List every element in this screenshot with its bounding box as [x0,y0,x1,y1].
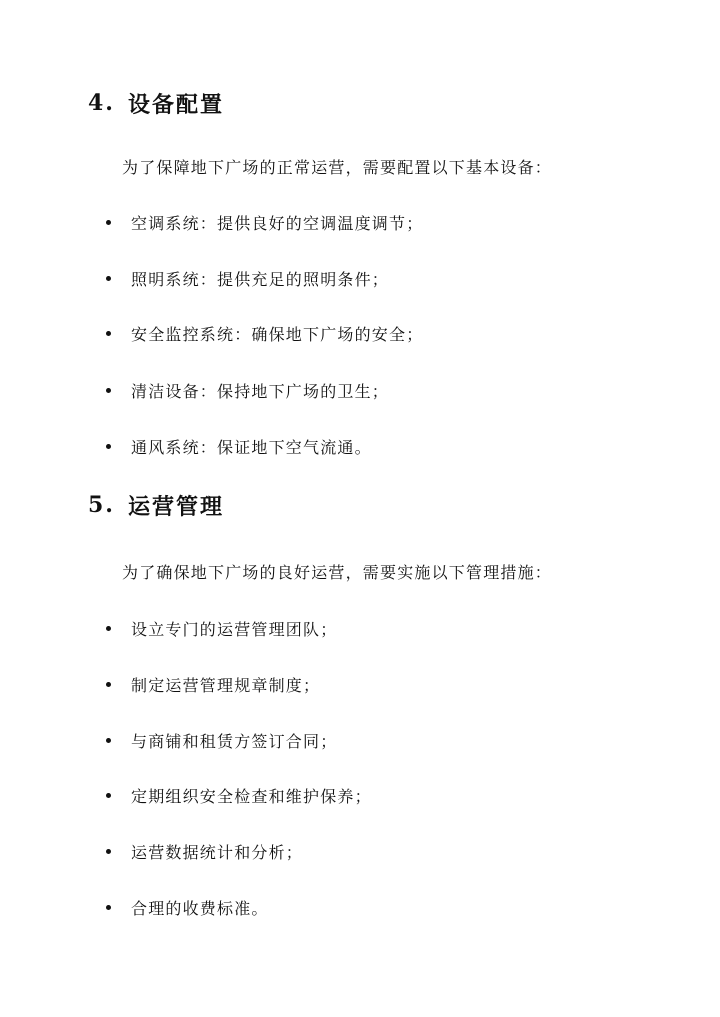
bullet-icon [106,388,111,393]
list-item-text: 通风系统：保证地下空气流通。 [131,437,372,457]
list-item-text: 空调系统：提供良好的空调温度调节； [131,213,424,233]
bullet-icon [106,738,111,743]
list-item-text: 制定运营管理规章制度； [131,675,321,695]
section-number: 5. [88,492,115,518]
list-item [106,207,423,237]
list-item [106,780,372,810]
list-item [106,613,337,643]
section-number: 4. [88,90,115,116]
bullet-icon [106,905,111,910]
list-item [106,892,269,922]
list-item [106,836,303,866]
list-item [106,263,389,293]
list-item [106,375,389,405]
list-item [106,318,423,348]
bullet-icon [106,682,111,687]
section-title: 运营管理 [128,493,225,520]
section-title: 设备配置 [128,91,225,118]
section-heading [88,488,224,522]
list-item [106,669,320,699]
bullet-icon [106,331,111,336]
bullet-icon [106,626,111,631]
bullet-icon [106,276,111,281]
list-item-text: 清洁设备：保持地下广场的卫生； [131,381,390,401]
section-intro: 为了确保地下广场的良好运营，需要实施以下管理措施： [122,562,553,582]
section-heading [88,86,224,120]
bullet-icon [106,220,111,225]
bullet-icon [106,444,111,449]
list-item-text: 安全监控系统：确保地下广场的安全； [131,324,424,344]
list-item-text: 照明系统：提供充足的照明条件； [131,269,390,289]
bullet-icon [106,793,111,798]
list-item-text: 运营数据统计和分析； [131,842,304,862]
list-item-text: 设立专门的运营管理团队； [131,619,338,639]
list-item-text: 合理的收费标准。 [131,898,269,918]
list-item-text: 定期组织安全检查和维护保养； [131,786,372,806]
bullet-icon [106,849,111,854]
list-item-text: 与商铺和租赁方签订合同； [131,731,338,751]
list-item [106,431,372,461]
list-item [106,725,337,755]
section-intro: 为了保障地下广场的正常运营，需要配置以下基本设备： [122,157,553,177]
